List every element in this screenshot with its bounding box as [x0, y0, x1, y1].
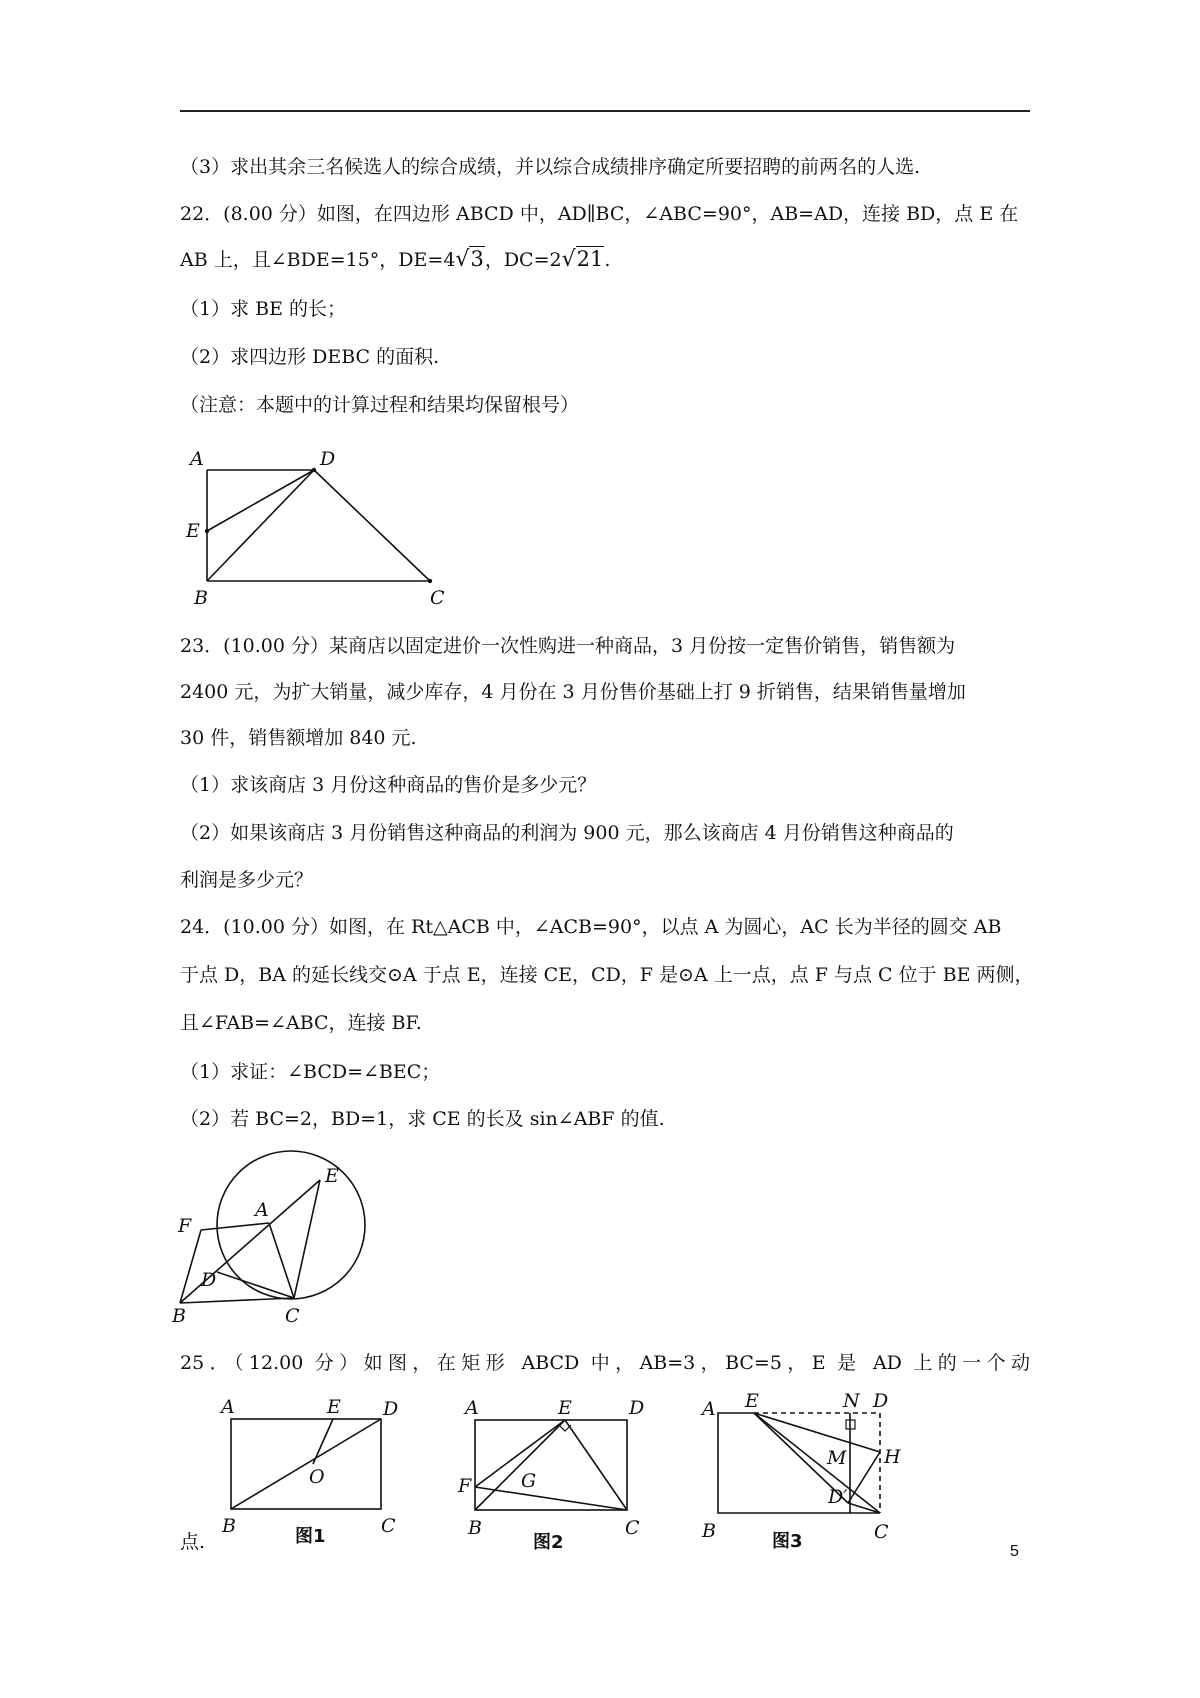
rect-left-bottom	[718, 1413, 880, 1513]
sqrt-3: √3	[455, 247, 484, 272]
label-a: A	[702, 1398, 716, 1420]
q23-line2: 2400 元，为扩大销量，减少库存，4 月份在 3 月份售价基础上打 9 折销售，结果销售量增加	[180, 681, 966, 703]
segment-d-prime-c	[848, 1503, 880, 1513]
q24-part2: （2）若 BC=2，BD=1，求 CE 的长及 sin∠ABF 的值.	[180, 1108, 665, 1130]
segment-ec	[565, 1420, 627, 1510]
q24-figure	[172, 1150, 405, 1327]
segment-cd	[217, 1272, 294, 1298]
label-d: D	[320, 448, 336, 470]
label-o: O	[309, 1466, 325, 1488]
label-m: M	[827, 1447, 847, 1469]
segment-bc	[180, 1298, 294, 1303]
label-f: F	[178, 1215, 192, 1237]
segment-bd	[207, 470, 314, 581]
fig2-caption: 图2	[533, 1532, 564, 1553]
label-n: N	[843, 1390, 860, 1412]
segment-ce	[294, 1180, 320, 1298]
q21-part3: （3）求出其余三名候选人的综合成绩，并以综合成绩排序确定所要招聘的前两名的人选.	[180, 156, 921, 178]
label-a: A	[190, 448, 204, 470]
label-a: A	[255, 1199, 269, 1221]
label-d: D	[873, 1390, 889, 1412]
label-c: C	[625, 1517, 640, 1539]
label-d: D	[383, 1398, 399, 1420]
label-b: B	[194, 587, 208, 609]
segment-eb	[475, 1420, 565, 1510]
sqrt-21: √21	[561, 247, 604, 272]
header-rule	[180, 110, 1030, 112]
q22-part2: （2）求四边形 DEBC 的面积.	[180, 346, 440, 368]
q23-line3: 30 件，销售额增加 840 元.	[180, 727, 417, 749]
q24-line3: 且∠FAB=∠ABC，连接 BF.	[180, 1012, 422, 1034]
segment-ac	[269, 1223, 294, 1298]
q24-line1: 24．(10.00 分）如图，在 Rt△ACB 中，∠ACB=90°，以点 A 为圆心，AC 长为半径的圆交 AB	[180, 916, 1002, 938]
label-a: A	[465, 1397, 479, 1419]
segment-d-prime-h	[848, 1452, 880, 1503]
q22-figure	[180, 440, 460, 610]
segment-fa	[201, 1223, 269, 1230]
label-e: E	[186, 520, 200, 542]
label-d: D	[629, 1397, 645, 1419]
diagonal-bd	[231, 1419, 381, 1509]
q23-part2-l1: （2）如果该商店 3 月份销售这种商品的利润为 900 元，那么该商店 4 月份销售这种商品的	[180, 822, 954, 844]
q25-line1: 25．（12.00 分）如图，在矩形 ABCD 中，AB=3，BC=5，E 是 AD 上的一个动	[180, 1352, 1030, 1374]
q22-note: （注意：本题中的计算过程和结果均保留根号）	[180, 394, 580, 416]
label-e: E	[558, 1397, 572, 1419]
page-number: 5	[1010, 1543, 1019, 1560]
segment-de	[207, 470, 314, 531]
label-c: C	[874, 1521, 889, 1543]
label-b: B	[702, 1520, 716, 1542]
label-c: C	[430, 587, 445, 609]
label-a: A	[221, 1396, 235, 1418]
q25-line2: 点.	[180, 1531, 206, 1553]
segment-ef	[475, 1420, 565, 1487]
fig3-caption: 图3	[772, 1531, 803, 1552]
segment-fc	[475, 1487, 627, 1510]
label-b: B	[172, 1305, 186, 1327]
segment-ec	[754, 1413, 880, 1513]
label-c: C	[381, 1515, 396, 1537]
label-e: E	[745, 1390, 759, 1412]
segment-dc	[314, 470, 430, 581]
label-b: B	[468, 1517, 482, 1539]
fig1-caption: 图1	[295, 1526, 326, 1547]
label-g: G	[521, 1470, 537, 1492]
q24-line2: 于点 D，BA 的延长线交⊙A 于点 E，连接 CE，CD，F 是⊙A 上一点，点 F 与点 C 位于 BE 两侧，	[180, 964, 1034, 986]
segment-eo	[313, 1419, 333, 1464]
label-f: F	[458, 1475, 472, 1497]
label-h: H	[884, 1446, 901, 1468]
label-b: B	[222, 1515, 236, 1537]
q22-part1: （1）求 BE 的长；	[180, 298, 346, 320]
label-e: E	[325, 1165, 339, 1187]
q23-part2-l2: 利润是多少元？	[180, 869, 314, 891]
q22-line2: AB 上，且∠BDE=15°，DE=4√3，DC=2√21.	[180, 244, 1030, 275]
q23-line1: 23．(10.00 分）某商店以固定进价一次性购进一种商品，3 月份按一定售价销售，销售额为	[180, 635, 956, 657]
segment-eh	[754, 1413, 880, 1452]
label-d: D	[201, 1269, 217, 1291]
q24-part1: （1）求证：∠BCD=∠BEC；	[180, 1061, 441, 1083]
segment-bf	[180, 1230, 201, 1303]
q23-part1: （1）求该商店 3 月份这种商品的售价是多少元？	[180, 774, 597, 796]
circle-a	[217, 1151, 365, 1299]
q22-line1: 22．(8.00 分）如图，在四边形 ABCD 中，AD∥BC，∠ABC=90°，AB=AD，连接 BD，点 E 在	[180, 203, 1019, 225]
label-e: E	[327, 1396, 341, 1418]
label-d-prime: D′	[828, 1486, 848, 1508]
label-c: C	[285, 1305, 300, 1327]
